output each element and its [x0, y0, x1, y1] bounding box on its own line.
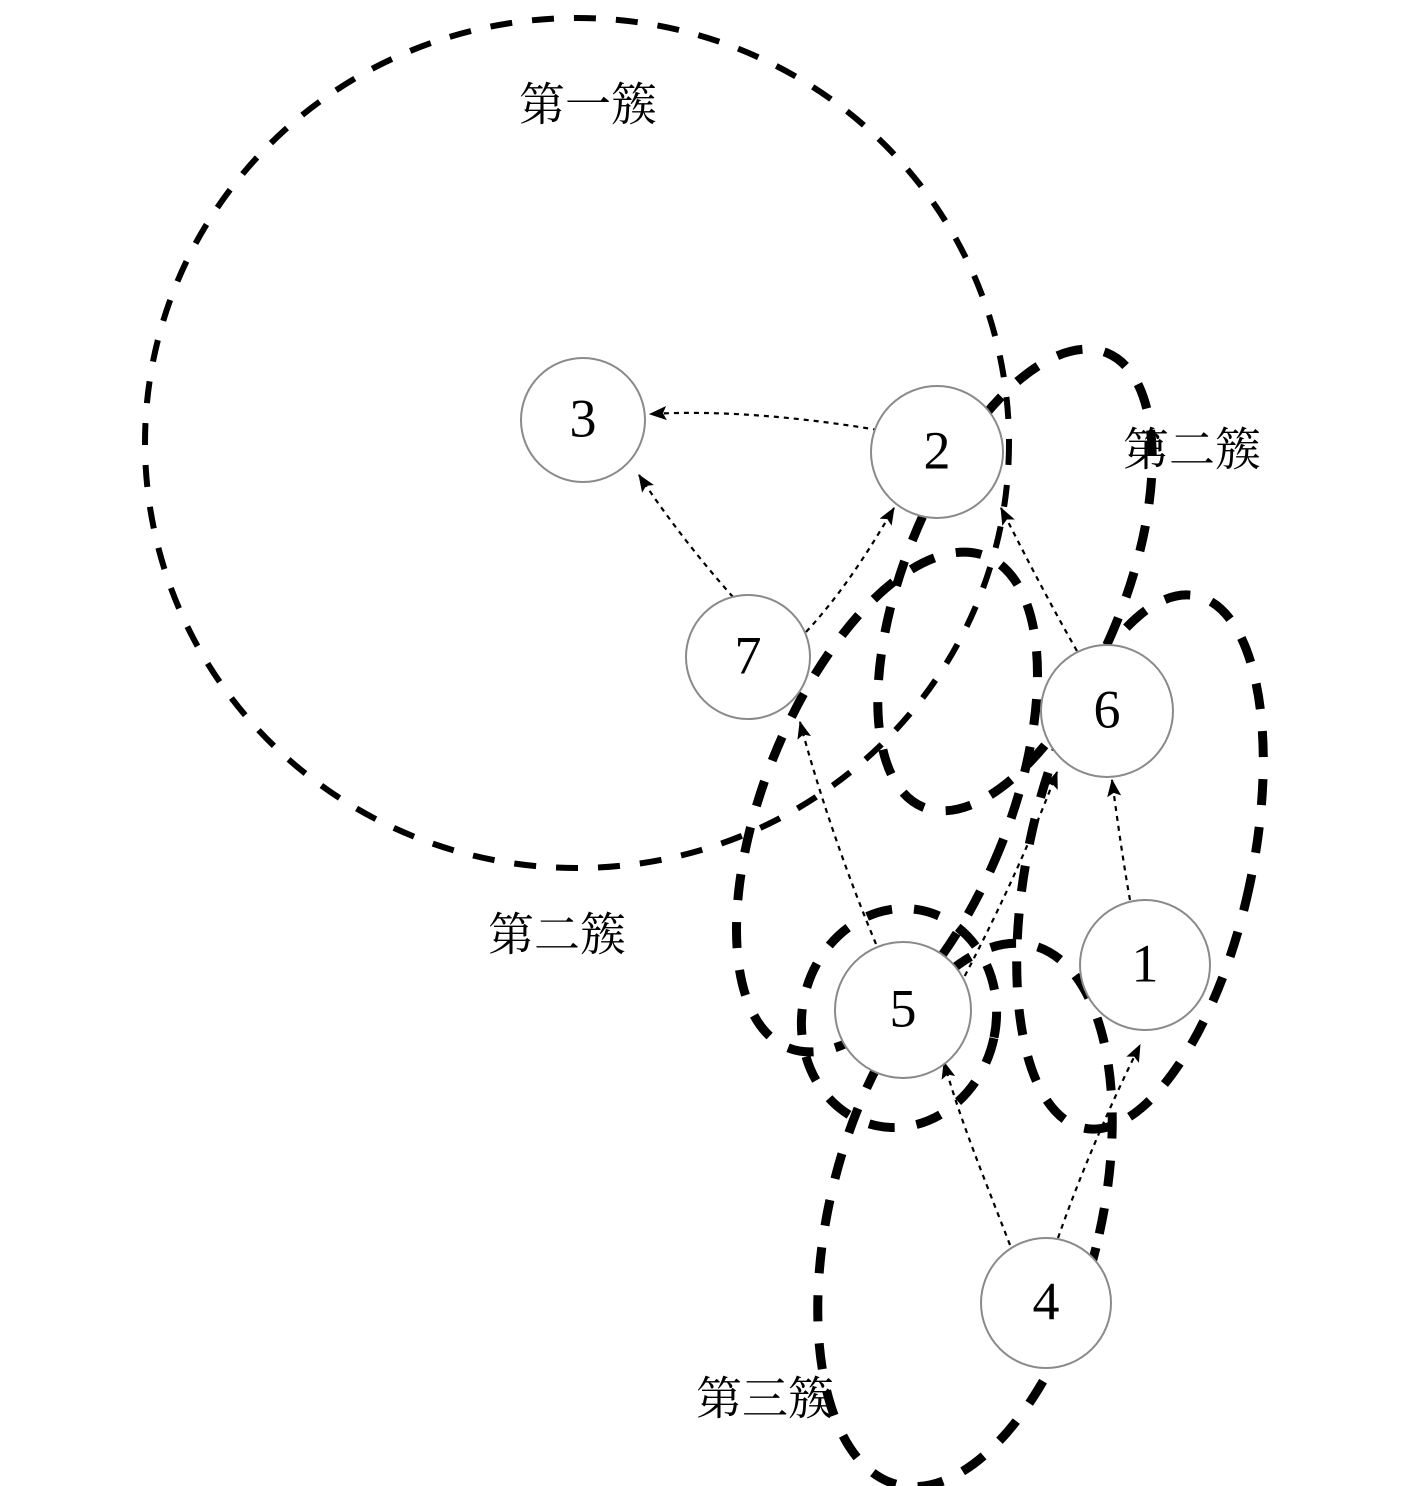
- edge-7-to-3: [639, 475, 733, 597]
- edge-4-to-5: [944, 1062, 1010, 1245]
- node-label-4: 4: [1032, 1271, 1060, 1332]
- node-label-5: 5: [889, 978, 917, 1039]
- node-5: [835, 942, 971, 1078]
- cluster-label-cluster-three: 第三簇: [696, 1373, 834, 1425]
- cluster-label-cluster-two-lower: 第二簇: [488, 909, 626, 961]
- node-3: [521, 358, 645, 482]
- edge-7-to-2: [806, 508, 894, 632]
- cluster-label-cluster-two-upper: 第二簇: [1123, 424, 1261, 476]
- node-7: [686, 595, 810, 719]
- node-label-1: 1: [1131, 933, 1159, 994]
- edge-4-to-1: [1058, 1045, 1140, 1238]
- edge-2-to-3: [650, 413, 878, 430]
- node-label-7: 7: [734, 625, 762, 686]
- edge-5-to-7: [800, 722, 876, 944]
- edge-1-to-6: [1112, 780, 1130, 900]
- node-label-6: 6: [1093, 679, 1121, 740]
- node-4: [981, 1238, 1111, 1368]
- node-1: [1080, 900, 1210, 1030]
- node-6: [1041, 645, 1173, 777]
- node-2: [871, 386, 1003, 518]
- node-label-3: 3: [569, 388, 597, 449]
- edges: [639, 413, 1140, 1245]
- cluster-label-cluster-one: 第一簇: [519, 79, 657, 131]
- node-label-2: 2: [923, 420, 951, 481]
